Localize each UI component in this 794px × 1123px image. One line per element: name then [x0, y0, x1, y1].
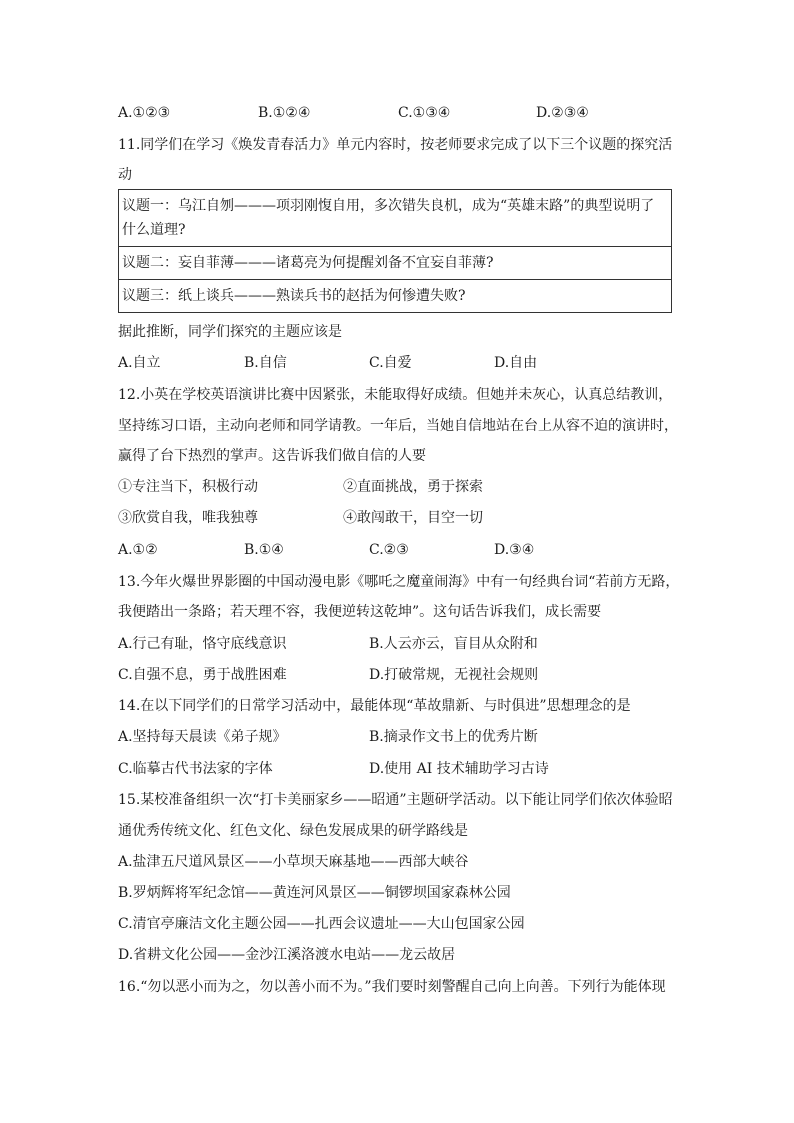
- q10-option-b: B.①②④: [258, 105, 311, 121]
- q10-option-c: C.①③④: [398, 105, 451, 121]
- q13-option-d: D.打破常规，无视社会规则: [369, 667, 539, 683]
- q12-option-c: C.②③: [369, 542, 409, 558]
- q12-item-4: ④敢闯敢干，目空一切: [343, 510, 483, 526]
- table-row: [119, 190, 672, 247]
- q14-option-d: D.使用 AI 技术辅助学习古诗: [369, 761, 549, 777]
- q13-option-b: B.人云亦云，盲目从众附和: [369, 636, 538, 652]
- q16-stem-line1: 16.“勿以恶小而为之，勿以善小而不为。”我们要时刻警醒自己向上向善。下列行为能体现: [118, 979, 666, 995]
- q11-issue-1: 议题一：乌江自刎———项羽刚愎自用，多次错失良机，成为“英雄末路”的典型说明了什么道理?: [119, 190, 672, 247]
- q12-stem-line3: 赢得了台下热烈的掌声。这告诉我们做自信的人要: [118, 448, 426, 464]
- q13-stem-line2: 我便踏出一条路；若天理不容，我便逆转这乾坤”。这句话告诉我们，成长需要: [118, 604, 602, 620]
- q10-option-a: A.①②③: [118, 105, 171, 121]
- q10-option-d: D.②③④: [536, 105, 589, 121]
- q14-option-a: A.坚持每天晨读《弟子规》: [118, 729, 287, 745]
- q11-issue-2: 议题二：妄自菲薄———诸葛亮为何提醒刘备不宜妄自菲薄?: [119, 247, 672, 280]
- q11-after-text: 据此推断，同学们探究的主题应该是: [118, 324, 342, 340]
- q11-issues-table: [118, 189, 672, 313]
- q13-stem-line1: 13.今年火爆世界影圈的中国动漫电影《哪吒之魔童闹海》中有一句经典台词“若前方无路，: [118, 574, 680, 590]
- q11-option-a: A.自立: [118, 355, 161, 371]
- q12-option-a: A.①②: [118, 542, 158, 558]
- q11-option-c: C.自爱: [369, 355, 412, 371]
- q12-stem-line1: 12.小英在学校英语演讲比赛中因紧张，未能取得好成绩。但她并未灰心，认真总结教训，: [118, 387, 673, 403]
- q11-issue-3: 议题三：纸上谈兵———熟读兵书的赵括为何惨遭失败?: [119, 280, 672, 313]
- q13-option-c: C.自强不息，勇于战胜困难: [118, 667, 287, 683]
- q15-stem-line2: 通优秀传统文化、红色文化、绿色发展成果的研学路线是: [118, 823, 468, 839]
- q12-item-3: ③欣赏自我，唯我独尊: [118, 510, 258, 526]
- q12-option-b: B.①④: [244, 542, 284, 558]
- table-row: [119, 280, 672, 313]
- q11-option-d: D.自由: [494, 355, 538, 371]
- q13-option-a: A.行己有耻，恪守底线意识: [118, 636, 287, 652]
- q14-stem-line1: 14.在以下同学们的日常学习活动中，最能体现“革故鼎新、与时俱进”思想理念的是: [118, 698, 631, 714]
- q11-option-b: B.自信: [244, 355, 287, 371]
- q11-stem-line1: 11.同学们在学习《焕发青春活力》单元内容时，按老师要求完成了以下三个议题的探究活: [118, 137, 673, 153]
- q12-item-1: ①专注当下，积极行动: [118, 479, 258, 495]
- q14-option-b: B.摘录作文书上的优秀片断: [369, 729, 538, 745]
- q12-item-2: ②直面挑战，勇于探索: [343, 479, 483, 495]
- q15-stem-line1: 15.某校准备组织一次“打卡美丽家乡——昭通”主题研学活动。以下能让同学们依次体验昭: [118, 792, 673, 808]
- q11-stem-line2: 动: [118, 167, 132, 183]
- q15-option-c: C.清官亭廉洁文化主题公园——扎西会议遗址——大山包国家公园: [118, 916, 525, 932]
- q14-option-c: C.临摹古代书法家的字体: [118, 761, 273, 777]
- q15-option-d: D.省耕文化公园——金沙江溪洛渡水电站——龙云故居: [118, 947, 456, 963]
- q12-stem-line2: 坚持练习口语，主动向老师和同学请教。一年后，当她自信地站在台上从容不迫的演讲时，: [118, 418, 678, 434]
- q12-option-d: D.③④: [494, 542, 535, 558]
- q15-option-b: B.罗炳辉将军纪念馆——黄连河风景区——铜锣坝国家森林公园: [118, 885, 511, 901]
- table-row: [119, 247, 672, 280]
- q15-option-a: A.盐津五尺道风景区——小草坝天麻基地——西部大峡谷: [118, 854, 469, 870]
